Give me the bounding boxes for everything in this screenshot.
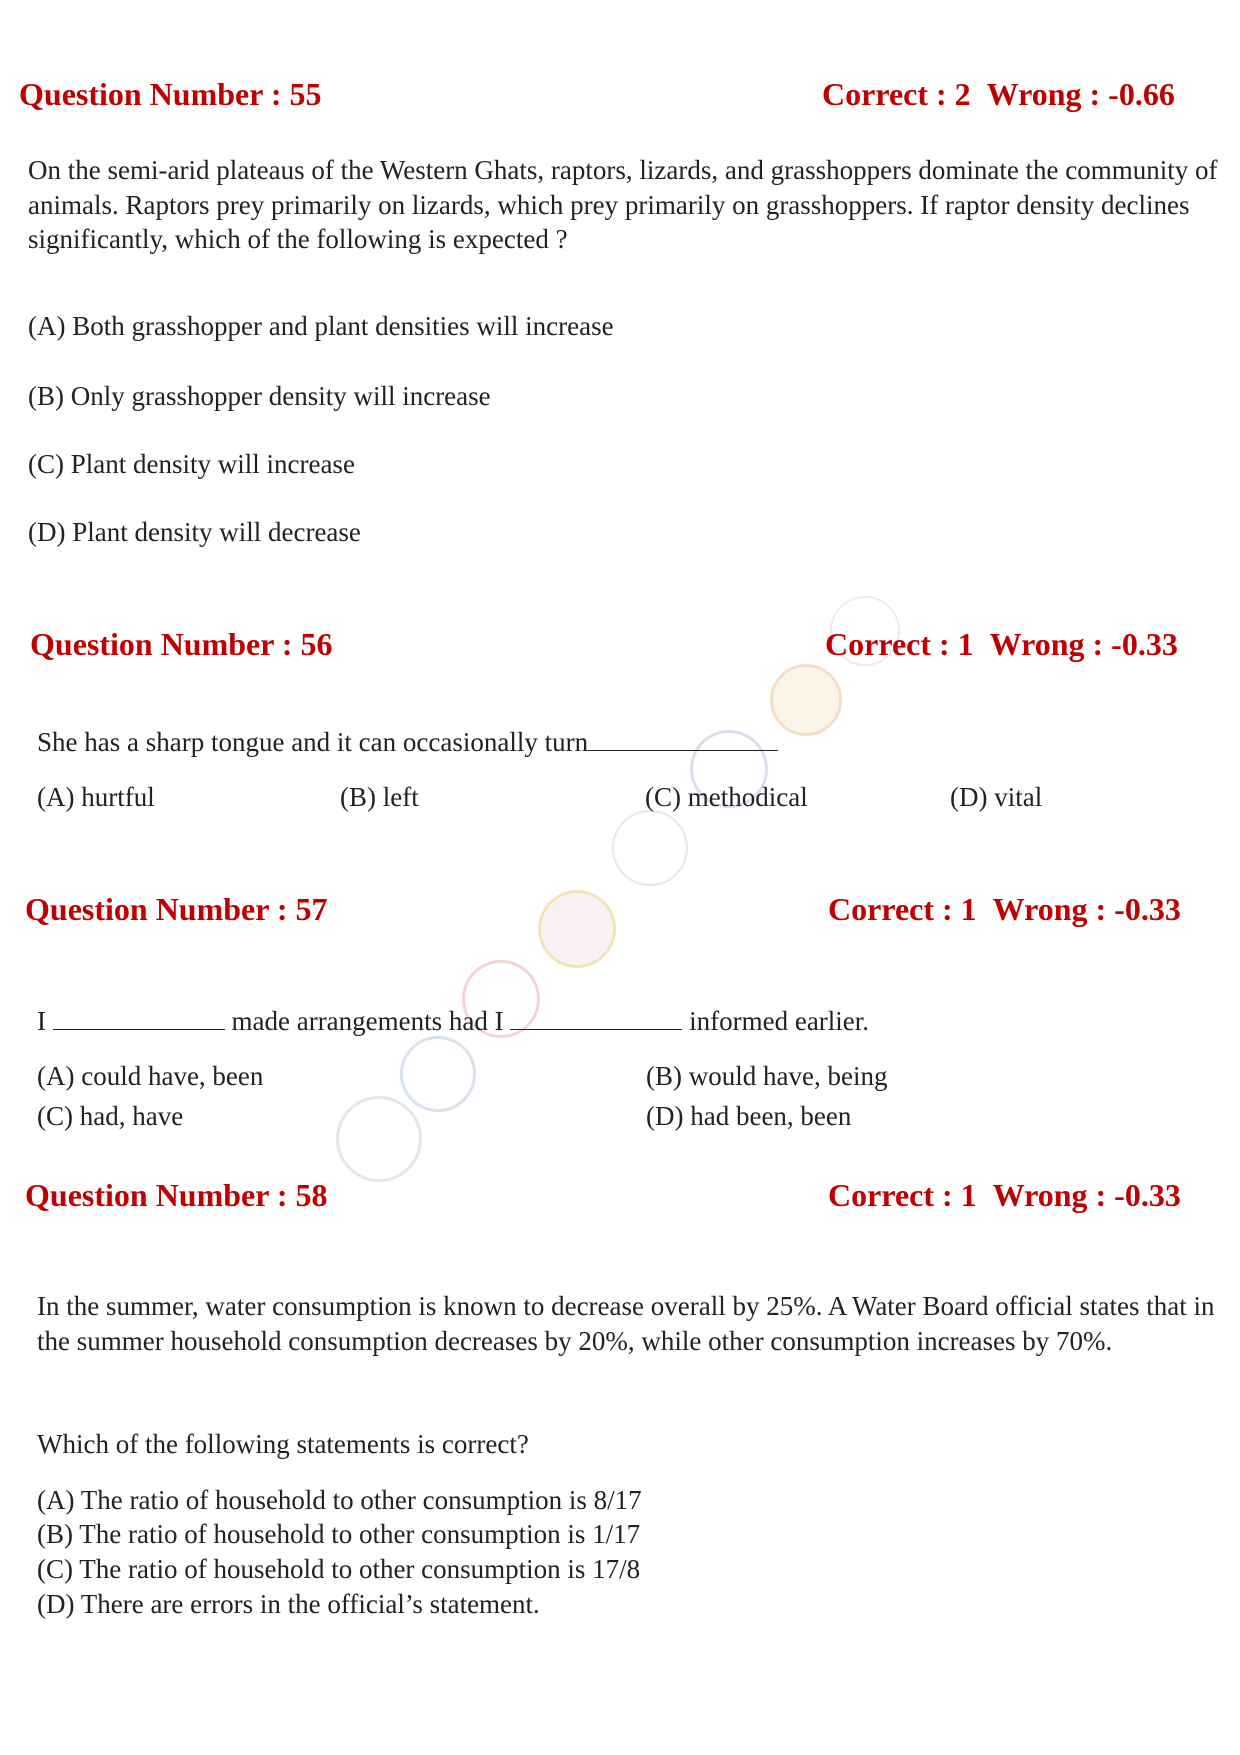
question-number: Question Number : 57 xyxy=(25,891,328,927)
watermark-seal-2 xyxy=(770,664,842,736)
question-57-option-b: (B) would have, being xyxy=(646,1061,888,1091)
question-55-text: On the semi-arid plateaus of the Western Ghats, raptors, lizards, and grasshoppers dominate the community of animals. Raptors prey primarily on lizards, which prey primarily on grasshoppers. If raptor density declines significantly, which of the following is expected ? xyxy=(28,155,1218,254)
correct-marks: Correct : 2 xyxy=(822,76,971,112)
question-56-option-a: (A) hurtful xyxy=(37,782,155,812)
question-57-header xyxy=(0,891,1240,935)
marks-info xyxy=(825,626,1178,663)
wrong-marks: Wrong : -0.33 xyxy=(992,891,1181,927)
wrong-marks: Wrong : -0.33 xyxy=(992,1177,1181,1213)
wrong-marks: Wrong : -0.66 xyxy=(986,76,1175,112)
watermark-seal-8 xyxy=(336,1096,422,1182)
question-56-option-b: (B) left xyxy=(340,782,419,812)
marks-info xyxy=(828,891,1181,928)
question-55-option-c: (C) Plant density will increase xyxy=(28,449,355,479)
wrong-marks: Wrong : -0.33 xyxy=(989,626,1178,662)
correct-marks: Correct : 1 xyxy=(828,1177,977,1213)
question-56-option-d: (D) vital xyxy=(950,782,1043,812)
question-58-option-d: (D) There are errors in the official’s statement. xyxy=(37,1589,540,1619)
question-57-option-d: (D) had been, been xyxy=(646,1101,852,1131)
question-57-text-middle: made arrangements had I xyxy=(231,1006,504,1036)
question-number: Question Number : 58 xyxy=(25,1177,328,1213)
question-55-header xyxy=(0,76,1240,120)
correct-marks: Correct : 1 xyxy=(825,626,974,662)
watermark-seal-4 xyxy=(612,810,688,886)
question-58-option-c: (C) The ratio of household to other consumption is 17/8 xyxy=(37,1554,641,1584)
watermark-seal-7 xyxy=(400,1036,476,1112)
question-57-text-start: I xyxy=(37,1006,46,1036)
answer-blank xyxy=(588,726,778,751)
question-58-option-a: (A) The ratio of household to other consumption is 8/17 xyxy=(37,1485,642,1515)
marks-info xyxy=(822,76,1175,113)
question-55-option-d: (D) Plant density will decrease xyxy=(28,517,361,547)
question-number: Question Number : 55 xyxy=(19,76,322,112)
question-57-option-a: (A) could have, been xyxy=(37,1061,264,1091)
question-58-header xyxy=(0,1177,1240,1221)
answer-blank-1 xyxy=(53,1005,225,1030)
question-57-text xyxy=(37,1004,869,1038)
question-number: Question Number : 56 xyxy=(30,626,333,662)
correct-marks: Correct : 1 xyxy=(828,891,977,927)
question-56-header xyxy=(0,626,1240,670)
question-55-option-a: (A) Both grasshopper and plant densities will increase xyxy=(28,311,614,341)
question-56-sentence: She has a sharp tongue and it can occasionally turn xyxy=(37,727,589,757)
question-58-option-b: (B) The ratio of household to other consumption is 1/17 xyxy=(37,1519,641,1549)
question-55-option-b: (B) Only grasshopper density will increase xyxy=(28,381,491,411)
question-58-question: Which of the following statements is correct? xyxy=(37,1429,529,1459)
question-58-text: In the summer, water consumption is known to decrease overall by 25%. A Water Board official states that in the summer household consumption decreases by 20%, while other consumption increases by 70%. xyxy=(37,1291,1215,1356)
question-57-option-c: (C) had, have xyxy=(37,1101,184,1131)
marks-info xyxy=(828,1177,1181,1214)
answer-blank-2 xyxy=(510,1005,682,1030)
question-56-text xyxy=(37,725,778,759)
question-56-option-c: (C) methodical xyxy=(645,782,808,812)
question-57-text-end: informed earlier. xyxy=(689,1006,870,1036)
